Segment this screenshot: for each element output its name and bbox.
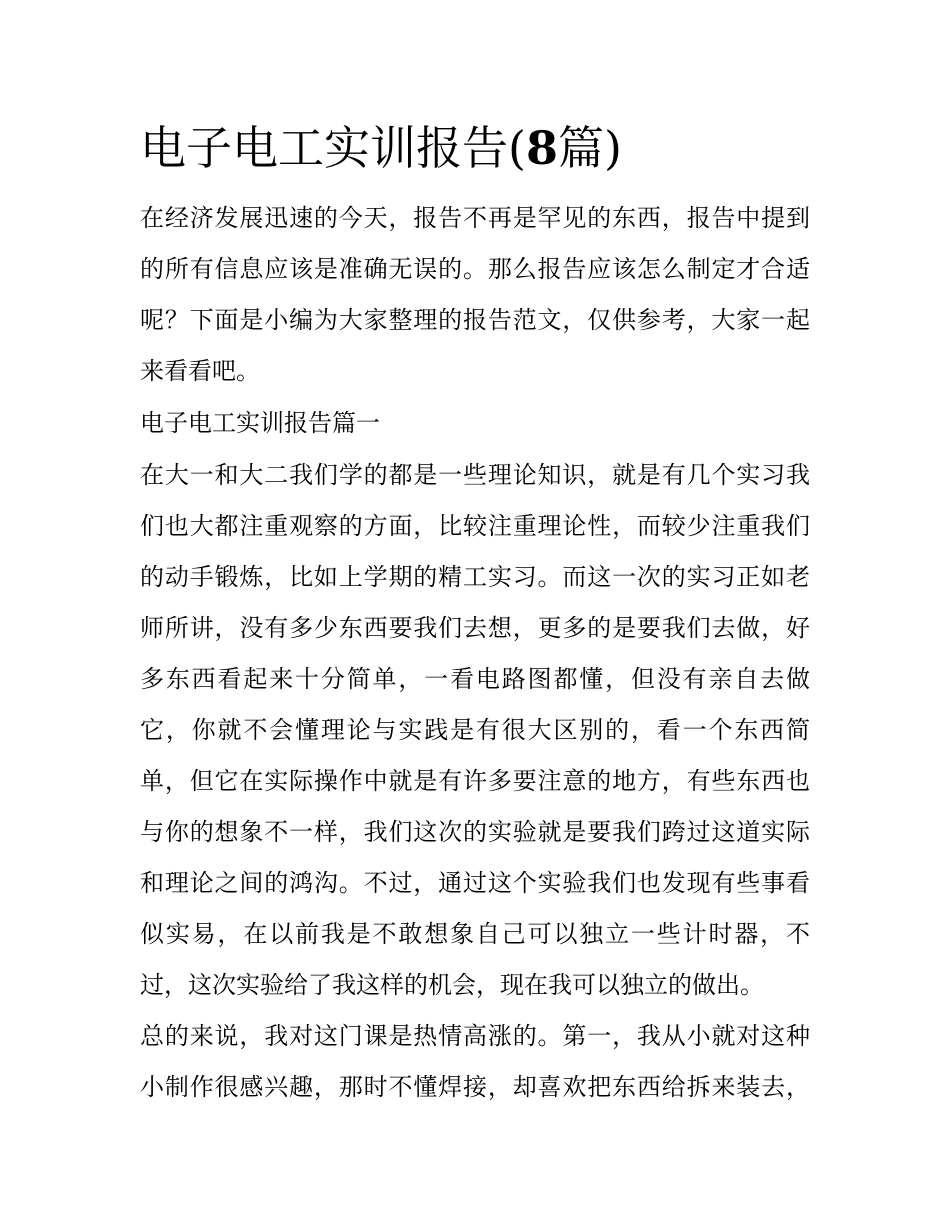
body-line-11: 过，这次实验给了我这样的机会，现在我可以独立的做出。 xyxy=(140,971,764,999)
body-line-10: 似实易，在以前我是不敢想象自己可以独立一些计时器，不 xyxy=(140,920,810,948)
section-heading: 电子电工实训报告篇一 xyxy=(140,409,380,437)
intro-line-4: 来看看吧。 xyxy=(140,357,260,385)
body-line-6: 它，你就不会懂理论与实践是有很大区别的，看一个东西简 xyxy=(140,716,810,744)
title-number: 8 xyxy=(525,121,558,175)
body-line-7: 单，但它在实际操作中就是有许多要注意的地方，有些东西也 xyxy=(140,767,810,795)
intro-line-1: 在经济发展迅速的今天，报告不再是罕见的东西，报告中提到 xyxy=(140,204,810,232)
intro-line-2: 的所有信息应该是准确无误的。那么报告应该怎么制定才合适 xyxy=(140,255,810,283)
body-line-4: 师所讲，没有多少东西要我们去想，更多的是要我们去做，好 xyxy=(140,614,810,642)
intro-line-3: 呢？下面是小编为大家整理的报告范文，仅供参考，大家一起 xyxy=(140,306,810,334)
body-line-13: 小制作很感兴趣，那时不懂焊接，却喜欢把东西给拆来装去， xyxy=(140,1073,810,1101)
body-line-12: 总的来说，我对这门课是热情高涨的。第一，我从小就对这种 xyxy=(140,1022,810,1050)
body-line-1: 在大一和大二我们学的都是一些理论知识，就是有几个实习我 xyxy=(140,461,810,489)
body-line-3: 的动手锻炼，比如上学期的精工实习。而这一次的实习正如老 xyxy=(140,563,810,591)
body-line-8: 与你的想象不一样，我们这次的实验就是要我们跨过这道实际 xyxy=(140,818,810,846)
document-title xyxy=(140,118,840,178)
title-suffix: 篇) xyxy=(557,121,622,175)
body-line-5: 多东西看起来十分简单，一看电路图都懂，但没有亲自去做 xyxy=(140,665,810,693)
body-line-9: 和理论之间的鸿沟。不过，通过这个实验我们也发现有些事看 xyxy=(140,869,810,897)
title-prefix: 电子电工实训报告( xyxy=(140,121,526,175)
body-line-2: 们也大都注重观察的方面，比较注重理论性，而较少注重我们 xyxy=(140,512,810,540)
